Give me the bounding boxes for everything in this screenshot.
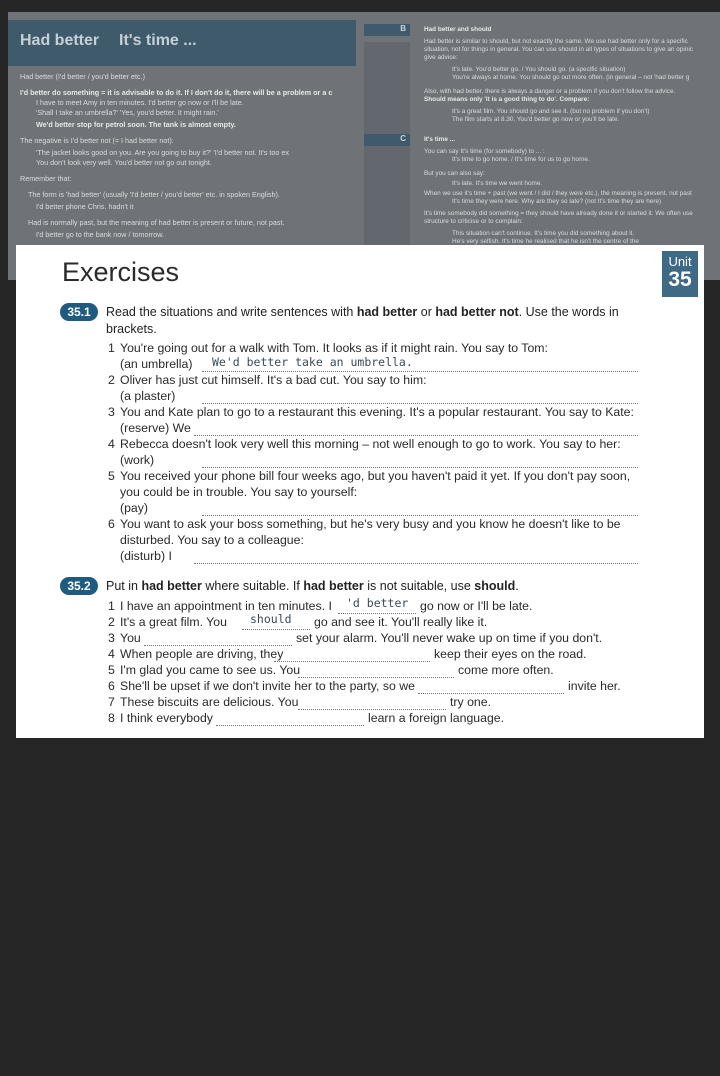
explanation-line: When we use it's time + past (we went / I did / they were etc.), the meaning is present, not past	[424, 190, 692, 197]
explanation-line: I have to meet Amy in ten minutes. I'd better go now or I'll be late.	[36, 98, 244, 107]
sentence-end: go now or I'll be late.	[420, 599, 533, 613]
unit-title-bar	[8, 20, 356, 66]
sentence-end: come more often.	[458, 663, 554, 677]
explanation-line: It's time they were here. Why are they so late? (not It's time they are here)	[452, 198, 662, 205]
answer-blank[interactable]	[298, 695, 446, 710]
explanation-line: It's late. You'd better go. / You should go. (a specific situation)	[452, 66, 626, 73]
answer-line[interactable]	[202, 453, 638, 468]
explanation-line: 'Shall I take an umbrella?' 'Yes, you'd better. It might rain.'	[36, 108, 219, 117]
situation-text: disturbed. You say to a colleague:	[120, 533, 304, 547]
item-number: 6	[108, 679, 115, 693]
word-prompt: (disturb) I	[120, 549, 172, 563]
answer-blank[interactable]	[274, 647, 430, 662]
item-number: 2	[108, 615, 115, 629]
explanation-line: situation, not for things in general. You can use should in all types of situations to give an opinic	[424, 46, 693, 53]
sentence-start: When people are driving, they	[120, 647, 284, 661]
situation-text: Oliver has just cut himself. It's a bad cut. You say to him:	[120, 373, 427, 387]
item-number: 8	[108, 711, 115, 725]
explanation-line: I'd better phone Chris. hadn't it	[36, 202, 134, 211]
word-prompt: (a plaster)	[120, 389, 176, 403]
explanation-line: Had better (I'd better / you'd better etc.)	[20, 72, 145, 81]
explanation-line: It's late. It's time we went home.	[452, 180, 543, 187]
situation-text: You and Kate plan to go to a restaurant this evening. It's a popular restaurant. You say to Kate:	[120, 405, 634, 419]
explanation-line: Had better is similar to should, but not exactly the same. We use had better only for a specific	[424, 38, 688, 45]
explanation-line: The negative is I'd better not (= I had better not):	[20, 136, 174, 145]
explanation-line: You don't look very well. You'd better not go out tonight.	[36, 158, 212, 167]
exercise-instruction: Read the situations and write sentences with had better or had better not. Use the words in brackets.	[106, 305, 619, 336]
explanation-line: But you can also say:	[424, 170, 485, 177]
sentence-start: You	[120, 631, 141, 645]
explanation-line: I'd better do something = it is advisable to do it. If I don't do it, there will be a problem or a c	[20, 88, 333, 97]
exercises-heading: Exercises	[62, 257, 180, 287]
explanation-line: I'd better go to the bank now / tomorrow.	[36, 230, 165, 239]
situation-text: You're going out for a walk with Tom. It looks as if it might rain. You say to Tom:	[120, 341, 548, 355]
item-number: 3	[108, 405, 115, 419]
sentence-start: These biscuits are delicious. You	[120, 695, 299, 709]
sentence-start: She'll be upset if we don't invite her to the party, so we	[120, 679, 415, 693]
sentence-end: set your alarm. You'll never wake up on time if you don't.	[296, 631, 603, 645]
exercise-number-badge: 35.1	[60, 303, 98, 321]
sentence-end: keep their eyes on the road.	[434, 647, 587, 661]
sentence-start: It's a great film. You	[120, 615, 227, 629]
unit-label: Unit	[668, 254, 692, 269]
explanation-line: Remember that:	[20, 174, 72, 183]
sentence-end: go and see it. You'll really like it.	[314, 615, 488, 629]
explanation-line: You can say It's time (for somebody) to ... :	[424, 148, 545, 155]
handwritten-answer: We'd better take an umbrella.	[212, 355, 413, 369]
item-number: 4	[108, 647, 115, 661]
explanation-line: 'The jacket looks good on you. Are you going to buy it?' 'I'd better not. It's too ex	[36, 148, 289, 157]
exercise-number-badge: 35.2	[60, 577, 98, 595]
word-prompt: (an umbrella)	[120, 357, 193, 371]
item-number: 1	[108, 599, 115, 613]
section-marker-c: C	[364, 134, 410, 146]
unit-number: 35	[668, 268, 692, 291]
explanation-line: You're always at home. You should go out more often. (in general – not 'had better g	[452, 74, 690, 81]
item-number: 4	[108, 437, 115, 451]
answer-line[interactable]	[194, 421, 638, 436]
explanation-line: Had better and should	[424, 26, 492, 33]
explanation-line: The film starts at 8.30. You'd better go now or you'll be late.	[452, 116, 620, 123]
sentence-end: invite her.	[568, 679, 621, 693]
explanation-line: It's time to go home. / It's time for us to go home.	[452, 156, 590, 163]
exercises-card	[16, 245, 704, 738]
answer-blank[interactable]	[216, 711, 364, 726]
answer-line[interactable]	[202, 389, 638, 404]
item-number: 5	[108, 663, 115, 677]
item-number: 3	[108, 631, 115, 645]
answer-blank[interactable]	[418, 679, 564, 694]
explanation-line: It's time ...	[424, 136, 455, 143]
situation-text: You want to ask your boss something, but he's very busy and you know he doesn't like to be	[120, 517, 621, 531]
explanation-line: give advice:	[424, 54, 458, 61]
sentence-end: learn a foreign language.	[368, 711, 505, 725]
sentence-start: I have an appointment in ten minutes. I	[120, 599, 332, 613]
background-textbook-page	[8, 12, 720, 280]
answer-line[interactable]	[202, 501, 638, 516]
explanation-line: Also, with had better, there is always a danger or a problem if you don't follow the advice.	[424, 88, 676, 95]
sentence-end: try one.	[450, 695, 492, 709]
grammar-explanation-left	[8, 12, 356, 280]
answer-blank[interactable]	[144, 631, 292, 646]
situation-text: you could be in trouble. You say to yourself:	[120, 485, 358, 499]
situation-text: Rebecca doesn't look very well this morning – not well enough to go to work. You say to her:	[120, 437, 621, 451]
explanation-line: It's a great film. You should go and see it. (but no problem if you don't)	[452, 108, 650, 115]
unit-title-its-time: It's time ...	[119, 32, 197, 49]
item-number: 2	[108, 373, 115, 387]
item-number: 1	[108, 341, 115, 355]
explanation-line: The form is 'had better' (usually 'I'd better / you'd better' etc. in spoken English).	[28, 190, 280, 199]
explanation-line: It's time somebody did something = they should have already done it or started it. We often use	[424, 210, 693, 217]
explanation-line: We'd better stop for petrol soon. The tank is almost empty.	[36, 120, 236, 129]
item-number: 5	[108, 469, 115, 483]
explanation-line: structure to criticise or to complain:	[424, 218, 523, 225]
grammar-explanation-right	[364, 12, 720, 280]
exercise-instruction: Put in had better where suitable. If had better is not suitable, use should.	[106, 579, 519, 593]
answer-line[interactable]	[194, 549, 638, 564]
word-prompt: (pay)	[120, 501, 149, 515]
handwritten-answer: should	[250, 612, 292, 626]
explanation-line: This situation can't continue. It's time you did something about it.	[452, 230, 635, 237]
situation-text: You received your phone bill four weeks ago, but you haven't paid it yet. If you don't pay soon,	[120, 469, 631, 483]
handwritten-answer: 'd better	[346, 596, 409, 610]
unit-badge	[662, 251, 698, 297]
word-prompt: (reserve) We	[120, 421, 191, 435]
item-number: 6	[108, 517, 115, 531]
answer-blank[interactable]	[298, 663, 454, 678]
sentence-start: I think everybody	[120, 711, 213, 725]
unit-title-had-better: Had better	[20, 32, 100, 49]
explanation-line: Had is normally past, but the meaning of had better is present or future, not past.	[28, 218, 285, 227]
item-number: 7	[108, 695, 115, 709]
sentence-start: I'm glad you came to see us. You	[120, 663, 301, 677]
word-prompt: (work)	[120, 453, 155, 467]
explanation-line: He's very selfish. It's time he realised that he isn't the centre of the	[452, 238, 639, 245]
section-marker-b: B	[364, 24, 410, 36]
explanation-line: Should means only 'it is a good thing to do'. Compare:	[424, 96, 590, 103]
